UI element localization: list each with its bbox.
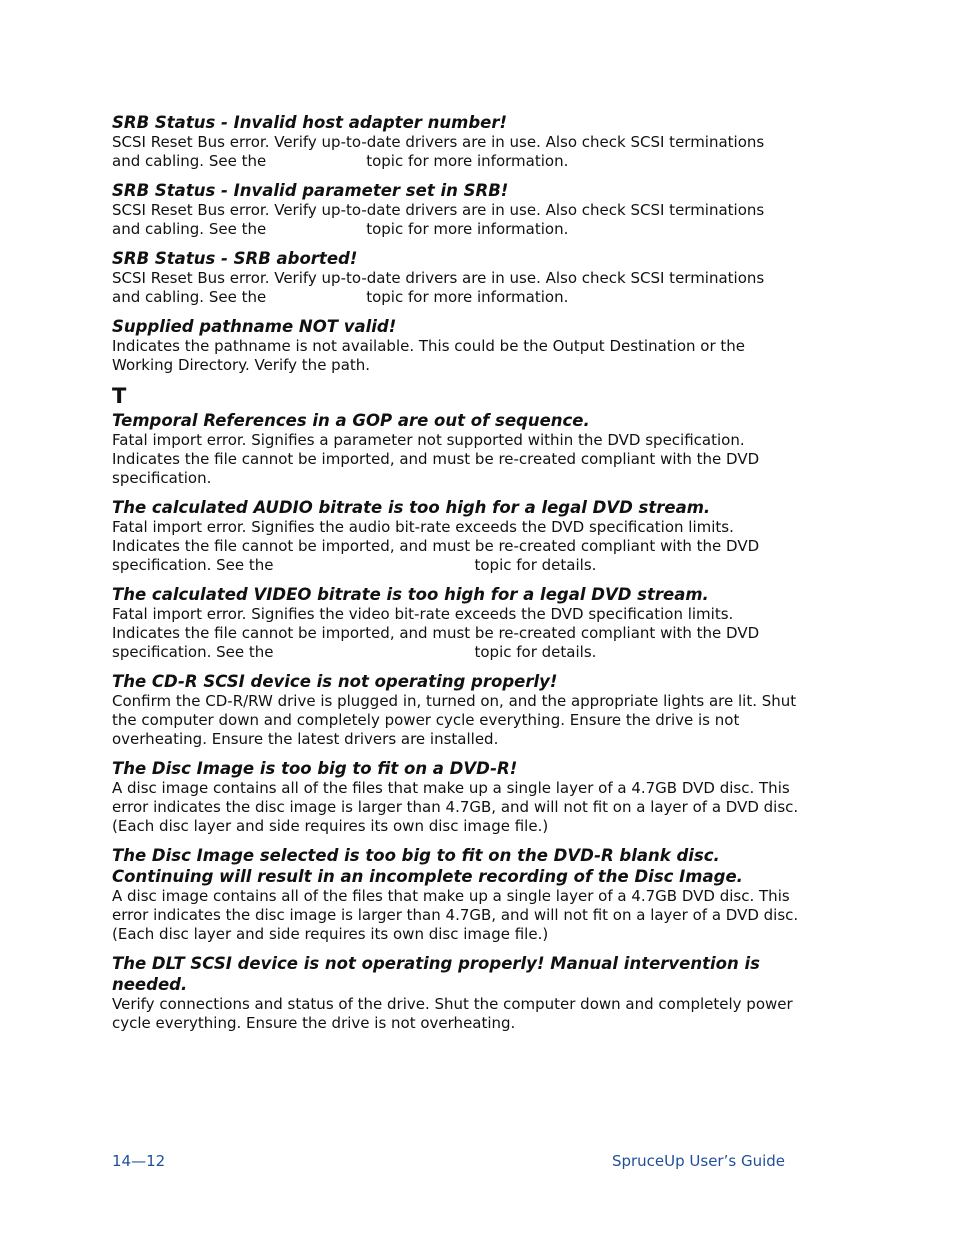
error-description — [112, 337, 840, 375]
description-line: Verify connections and status of the drive. Shut the computer down and completely power — [112, 995, 793, 1013]
error-description — [112, 518, 840, 575]
error-title: SRB Status - Invalid host adapter number! — [112, 113, 507, 132]
guide-title: SpruceUp User’s Guide — [611, 1152, 785, 1170]
description-line: SCSI Reset Bus error. Verify up-to-date drivers are in use. Also check SCSI terminations — [112, 133, 765, 151]
description-line: (Each disc layer and side requires its own disc image file.) — [112, 817, 549, 835]
error-description — [112, 995, 840, 1033]
description-line: SCSI Reset Bus error. Verify up-to-date drivers are in use. Also check SCSI terminations — [112, 201, 765, 219]
error-entry — [112, 584, 840, 662]
error-title: Supplied pathname NOT valid! — [112, 317, 397, 336]
description-line: and cabling. See the — [112, 288, 267, 306]
description-line: and cabling. See the — [112, 152, 267, 170]
title-line: needed. — [112, 975, 188, 994]
description-line: (Each disc layer and side requires its own disc image file.) — [112, 925, 549, 943]
description-line: overheating. Ensure the latest drivers are installed. — [112, 730, 499, 748]
description-line: and cabling. See the — [112, 220, 267, 238]
error-title: The calculated AUDIO bitrate is too high for a legal DVD stream. — [112, 498, 711, 517]
document-body — [112, 112, 840, 1042]
description-line: topic for more information. — [366, 152, 569, 170]
error-title: The calculated VIDEO bitrate is too high for a legal DVD stream. — [112, 585, 709, 604]
title-line: The Disc Image selected is too big to fit on the DVD-R blank disc. — [112, 846, 720, 865]
description-line: topic for more information. — [366, 288, 569, 306]
description-line: specification. See the — [112, 643, 274, 661]
error-entry — [112, 845, 840, 944]
description-line: topic for details. — [474, 643, 597, 661]
description-line: Fatal import error. Signifies the audio bit-rate exceeds the DVD specification limits. — [112, 518, 734, 536]
description-line: error indicates the disc image is larger than 4.7GB, and will not fit on a layer of a DVD disc. — [112, 906, 799, 924]
section-heading: T — [112, 384, 127, 408]
error-entry — [112, 758, 840, 836]
error-title — [112, 953, 840, 995]
error-description — [112, 692, 840, 749]
description-line: A disc image contains all of the files that make up a single layer of a 4.7GB DVD disc. This — [112, 887, 790, 905]
error-title: Temporal References in a GOP are out of sequence. — [112, 411, 590, 430]
error-description — [112, 605, 840, 662]
description-line: error indicates the disc image is larger than 4.7GB, and will not fit on a layer of a DVD disc. — [112, 798, 799, 816]
description-line: A disc image contains all of the files that make up a single layer of a 4.7GB DVD disc. This — [112, 779, 790, 797]
error-title: The Disc Image is too big to fit on a DVD-R! — [112, 759, 518, 778]
title-line: The DLT SCSI device is not operating properly! Manual intervention is — [112, 954, 760, 973]
description-line: the computer down and completely power cycle everything. Ensure the drive is not — [112, 711, 740, 729]
description-line: topic for more information. — [366, 220, 569, 238]
error-description — [112, 133, 840, 171]
error-description — [112, 431, 840, 488]
error-title: SRB Status - Invalid parameter set in SRB! — [112, 181, 509, 200]
error-entry — [112, 112, 840, 171]
error-entry — [112, 316, 840, 375]
error-description — [112, 779, 840, 836]
description-line: Working Directory. Verify the path. — [112, 356, 371, 374]
description-line: specification. See the — [112, 556, 274, 574]
error-title — [112, 845, 840, 887]
description-line: Indicates the file cannot be imported, and must be re-created compliant with the DVD — [112, 450, 760, 468]
error-entry — [112, 497, 840, 575]
description-line: topic for details. — [474, 556, 597, 574]
page-number: 14—12 — [112, 1152, 166, 1170]
description-line: cycle everything. Ensure the drive is not overheating. — [112, 1014, 516, 1032]
description-line: Fatal import error. Signifies the video bit-rate exceeds the DVD specification limits. — [112, 605, 734, 623]
error-entry — [112, 671, 840, 749]
error-description — [112, 201, 840, 239]
description-line: Indicates the pathname is not available. This could be the Output Destination or the — [112, 337, 746, 355]
description-line: Confirm the CD-R/RW drive is plugged in, turned on, and the appropriate lights are lit. Shut — [112, 692, 797, 710]
description-line: Fatal import error. Signifies a parameter not supported within the DVD specification. — [112, 431, 745, 449]
description-line: specification. — [112, 469, 212, 487]
description-line: SCSI Reset Bus error. Verify up-to-date drivers are in use. Also check SCSI terminations — [112, 269, 765, 287]
description-line: Indicates the file cannot be imported, and must be re-created compliant with the DVD — [112, 537, 760, 555]
error-entry — [112, 180, 840, 239]
error-description — [112, 269, 840, 307]
error-entry — [112, 953, 840, 1033]
error-entry — [112, 248, 840, 307]
title-line: Continuing will result in an incomplete recording of the Disc Image. — [112, 867, 743, 886]
error-description — [112, 887, 840, 944]
error-entry — [112, 410, 840, 488]
description-line: Indicates the file cannot be imported, and must be re-created compliant with the DVD — [112, 624, 760, 642]
error-title: The CD-R SCSI device is not operating properly! — [112, 672, 558, 691]
error-title: SRB Status - SRB aborted! — [112, 249, 358, 268]
